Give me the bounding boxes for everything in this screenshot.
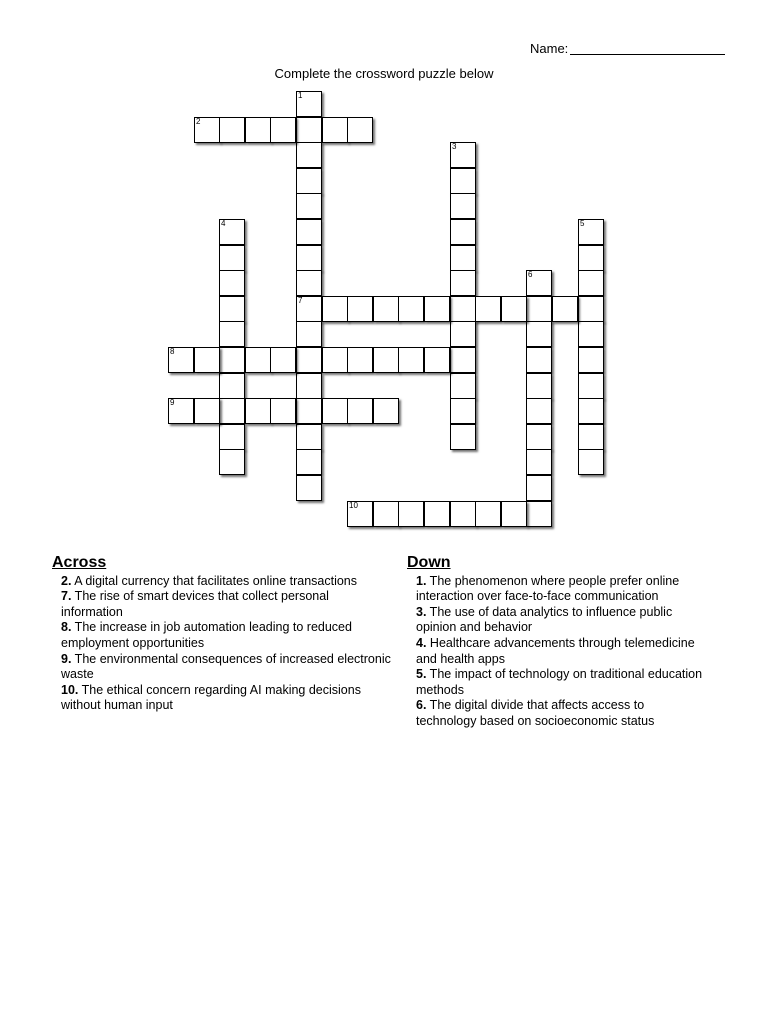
crossword-cell[interactable] — [245, 347, 271, 373]
crossword-cell[interactable] — [450, 142, 476, 168]
crossword-cell[interactable] — [347, 501, 373, 527]
crossword-cell[interactable] — [296, 91, 322, 117]
crossword-cell[interactable] — [296, 168, 322, 194]
down-clue — [407, 698, 707, 729]
crossword-cell[interactable] — [194, 398, 220, 424]
crossword-cell[interactable] — [501, 501, 527, 527]
crossword-cell[interactable] — [526, 373, 552, 399]
crossword-cell[interactable] — [322, 296, 348, 322]
clue-number: 5. — [416, 667, 427, 682]
across-clue — [52, 652, 392, 683]
crossword-cell[interactable] — [296, 117, 322, 143]
clue-text: Healthcare advancements through telemedicine and health apps — [416, 635, 695, 666]
clue-number-label: 4 — [221, 219, 226, 228]
crossword-cell[interactable] — [296, 398, 322, 424]
down-clues — [407, 555, 707, 730]
crossword-cell[interactable] — [219, 296, 245, 322]
crossword-cell[interactable] — [373, 347, 399, 373]
clue-number-label: 1 — [298, 91, 303, 100]
crossword-cell[interactable] — [578, 373, 604, 399]
crossword-cell[interactable] — [578, 219, 604, 245]
crossword-cell[interactable] — [168, 398, 194, 424]
crossword-cell[interactable] — [424, 347, 450, 373]
across-heading: Across — [52, 554, 107, 571]
crossword-cell[interactable] — [322, 347, 348, 373]
crossword-cell[interactable] — [347, 117, 373, 143]
crossword-cell[interactable] — [168, 347, 194, 373]
crossword-cell[interactable] — [219, 117, 245, 143]
crossword-cell[interactable] — [296, 449, 322, 475]
clue-text: The phenomenon where people prefer online interaction over face-to-face communication — [416, 573, 680, 604]
down-clue-list — [407, 574, 707, 730]
crossword-cell[interactable] — [450, 270, 476, 296]
crossword-cell[interactable] — [219, 347, 245, 373]
down-clue — [407, 667, 707, 698]
clue-number: 2. — [61, 573, 72, 588]
crossword-cell[interactable] — [373, 501, 399, 527]
crossword-cell[interactable] — [296, 373, 322, 399]
crossword-cell[interactable] — [219, 219, 245, 245]
clue-text: The increase in job automation leading to reduced employment opportunities — [61, 620, 352, 650]
clue-number-label: 9 — [170, 398, 175, 407]
crossword-cell[interactable] — [219, 398, 245, 424]
crossword-cell[interactable] — [219, 424, 245, 450]
crossword-cell[interactable] — [450, 398, 476, 424]
crossword-cell[interactable] — [245, 398, 271, 424]
across-clue-list — [52, 574, 392, 714]
crossword-cell[interactable] — [578, 347, 604, 373]
crossword-cell[interactable] — [398, 347, 424, 373]
instructions: Complete the crossword puzzle below — [274, 66, 494, 81]
crossword-cell[interactable] — [219, 373, 245, 399]
clue-number-label: 7 — [298, 296, 303, 305]
clue-number: 1. — [416, 573, 427, 588]
crossword-cell[interactable] — [296, 321, 322, 347]
crossword-cell[interactable] — [270, 398, 296, 424]
crossword-cell[interactable] — [322, 117, 348, 143]
clue-number: 9. — [61, 651, 72, 666]
crossword-cell[interactable] — [526, 475, 552, 501]
across-clue — [52, 574, 392, 590]
clue-text: The environmental consequences of increased electronic waste — [61, 651, 391, 682]
crossword-cell[interactable] — [578, 449, 604, 475]
crossword-cell[interactable] — [526, 270, 552, 296]
clue-text: The impact of technology on traditional education methods — [416, 667, 703, 697]
crossword-cell[interactable] — [501, 296, 527, 322]
clue-text: The rise of smart devices that collect personal information — [61, 589, 329, 619]
across-clues — [52, 555, 392, 714]
clue-number: 10. — [61, 682, 79, 697]
clue-number-label: 5 — [580, 219, 585, 228]
crossword-cell[interactable] — [450, 321, 476, 347]
clue-number-label: 2 — [196, 117, 201, 126]
crossword-cell[interactable] — [398, 296, 424, 322]
across-clue — [52, 589, 392, 620]
crossword-cell[interactable] — [450, 501, 476, 527]
crossword-cell[interactable] — [526, 296, 552, 322]
clue-number: 6. — [416, 698, 427, 713]
crossword-cell[interactable] — [322, 398, 348, 424]
crossword-cell[interactable] — [578, 424, 604, 450]
name-label: Name: — [530, 41, 569, 56]
crossword-cell[interactable] — [424, 501, 450, 527]
clue-number: 4. — [416, 635, 427, 650]
crossword-cell[interactable] — [578, 296, 604, 322]
crossword-cell[interactable] — [450, 193, 476, 219]
crossword-cell[interactable] — [424, 296, 450, 322]
crossword-cell[interactable] — [526, 449, 552, 475]
crossword-cell[interactable] — [270, 347, 296, 373]
clue-text: The use of data analytics to influence public opinion and behavior — [416, 604, 673, 635]
crossword-cell[interactable] — [526, 501, 552, 527]
crossword-cell[interactable] — [578, 245, 604, 271]
crossword-cell[interactable] — [219, 449, 245, 475]
crossword-cell[interactable] — [296, 245, 322, 271]
crossword-cell[interactable] — [475, 501, 501, 527]
crossword-cell[interactable] — [347, 398, 373, 424]
down-heading: Down — [407, 554, 451, 571]
crossword-cell[interactable] — [296, 296, 322, 322]
clue-number-label: 3 — [452, 142, 457, 151]
down-clue — [407, 636, 707, 667]
clue-number-label: 6 — [528, 270, 533, 279]
crossword-cell[interactable] — [245, 117, 271, 143]
crossword-cell[interactable] — [296, 193, 322, 219]
crossword-cell[interactable] — [398, 501, 424, 527]
clue-text: A digital currency that facilitates online transactions — [71, 573, 358, 588]
crossword-cell[interactable] — [526, 424, 552, 450]
crossword-cell[interactable] — [450, 296, 476, 322]
crossword-cell[interactable] — [219, 270, 245, 296]
crossword-cell[interactable] — [450, 347, 476, 373]
crossword-cell[interactable] — [450, 219, 476, 245]
down-clue — [407, 605, 707, 636]
crossword-cell[interactable] — [578, 270, 604, 296]
across-clue — [52, 620, 392, 651]
clue-text: The ethical concern regarding AI making decisions without human input — [61, 682, 361, 713]
across-clue — [52, 683, 392, 714]
crossword-cell[interactable] — [219, 245, 245, 271]
clue-number: 3. — [416, 604, 427, 619]
crossword-cell[interactable] — [296, 347, 322, 373]
crossword-cell[interactable] — [450, 424, 476, 450]
crossword-cell[interactable] — [526, 321, 552, 347]
crossword-cell[interactable] — [552, 296, 578, 322]
crossword-cell[interactable] — [450, 245, 476, 271]
crossword-cell[interactable] — [296, 424, 322, 450]
down-clue — [407, 574, 707, 605]
crossword-cell[interactable] — [296, 142, 322, 168]
crossword-cell[interactable] — [219, 321, 245, 347]
crossword-cell[interactable] — [194, 347, 220, 373]
crossword-cell[interactable] — [526, 398, 552, 424]
crossword-cell[interactable] — [450, 373, 476, 399]
clue-number-label: 10 — [349, 501, 358, 510]
crossword-cell[interactable] — [373, 398, 399, 424]
clue-number: 8. — [61, 620, 72, 635]
crossword-cell[interactable] — [296, 475, 322, 501]
crossword-cell[interactable] — [270, 117, 296, 143]
clue-text: The digital divide that affects access to technology based on socioeconomic status — [416, 698, 655, 728]
crossword-cell[interactable] — [347, 347, 373, 373]
crossword-cell[interactable] — [194, 117, 220, 143]
crossword-cell[interactable] — [373, 296, 399, 322]
crossword-cell[interactable] — [296, 219, 322, 245]
clue-number-label: 8 — [170, 347, 175, 356]
crossword-cell[interactable] — [475, 296, 501, 322]
clue-number: 7. — [61, 589, 72, 604]
crossword-cell[interactable] — [578, 321, 604, 347]
crossword-cell[interactable] — [578, 398, 604, 424]
crossword-cell[interactable] — [347, 296, 373, 322]
crossword-cell[interactable] — [450, 168, 476, 194]
crossword-cell[interactable] — [296, 270, 322, 296]
crossword-cell[interactable] — [526, 347, 552, 373]
